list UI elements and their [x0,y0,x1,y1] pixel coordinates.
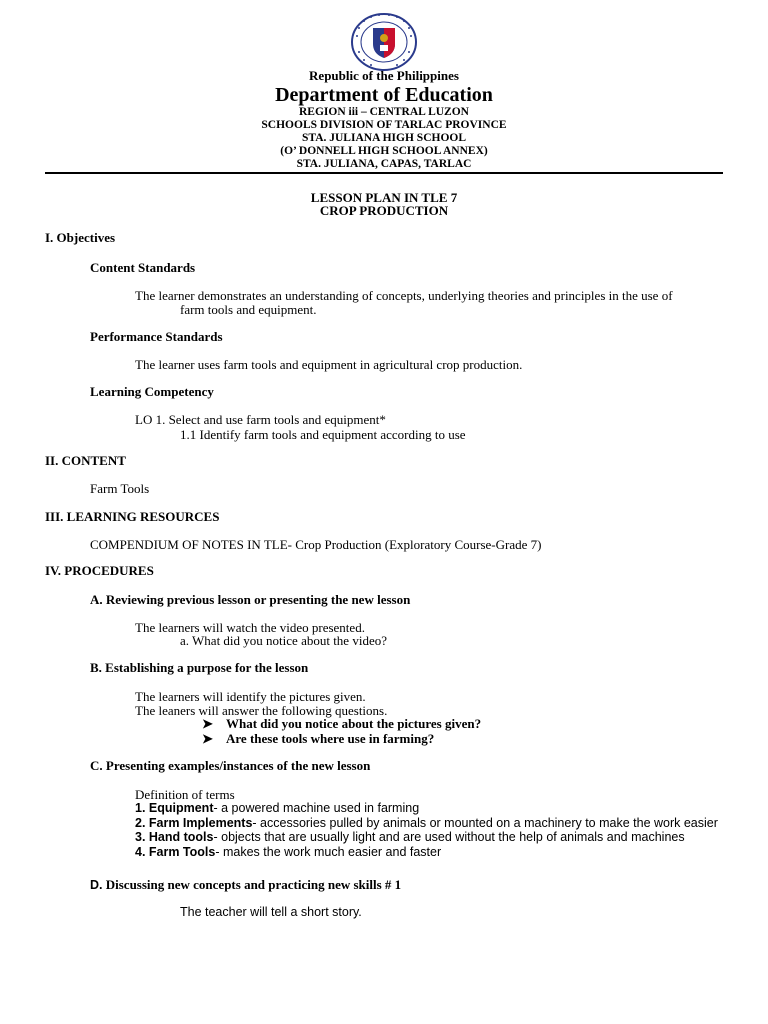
performance-standards-label: Performance Standards [90,329,223,344]
division-line: SCHOOLS DIVISION OF TARLAC PROVINCE [261,119,507,131]
learning-outcome-sub: 1.1 Identify farm tools and equipment according to use [180,427,466,442]
content-standards-text-cont: farm tools and equipment. [180,302,317,317]
deped-seal-logo [349,12,419,72]
content-standards-text: The learner demonstrates an understanding of concepts, underlying theories and principles in the use of [135,288,673,303]
definition-term: 4. Farm Tools [135,845,216,859]
procedure-d-label [90,877,401,893]
definition-item [135,816,718,831]
procedure-b-question-2 [202,731,434,746]
procedure-b-line1: The learners will identify the pictures given. [135,689,366,704]
procedure-a-line1: The learners will watch the video presented. [135,620,365,635]
definition-text: - makes the work much easier and faster [215,845,442,859]
arrow-bullet-icon: ➤ [202,716,213,731]
definition-text: - objects that are usually light and are used without the help of animals and machines [213,830,685,844]
region-line: REGION iii – CENTRAL LUZON [299,106,469,118]
procedures-heading: IV. PROCEDURES [45,563,154,578]
content-standards-label: Content Standards [90,260,196,275]
annex-line: (O’ DONNELL HIGH SCHOOL ANNEX) [280,145,488,157]
definition-term: 1. Equipment [135,801,214,815]
school-line: STA. JULIANA HIGH SCHOOL [301,132,466,144]
header-divider [45,172,723,174]
content-heading: II. CONTENT [45,453,126,468]
resources-heading: III. LEARNING RESOURCES [45,509,220,524]
republic-line: Republic of the Philippines [309,68,459,83]
resources-text: COMPENDIUM OF NOTES IN TLE- Crop Production (Exploratory Course-Grade 7) [90,537,542,552]
department-title: Department of Education [275,84,493,106]
procedure-d-prefix: D. [90,878,103,892]
procedure-d-title: Discussing new concepts and practicing new skills # 1 [105,877,402,892]
lesson-plan-title: LESSON PLAN IN TLE 7 [310,190,458,205]
arrow-bullet-icon: ➤ [202,731,213,746]
address-line: STA. JULIANA, CAPAS, TARLAC [296,158,472,170]
procedure-b-label: B. Establishing a purpose for the lesson [90,660,309,675]
definition-text: - accessories pulled by animals or mounted on a machinery to make the work easier [252,816,718,830]
definitions-intro: Definition of terms [135,787,235,802]
learning-competency-label: Learning Competency [90,384,214,399]
performance-standards-text: The learner uses farm tools and equipment in agricultural crop production. [135,357,523,372]
definition-item [135,845,441,860]
procedure-a-line2: a. What did you notice about the video? [180,633,387,648]
lesson-plan-subtitle: CROP PRODUCTION [319,203,449,218]
procedure-a-label: A. Reviewing previous lesson or presenting the new lesson [90,592,411,607]
procedure-b-question-1 [202,716,481,731]
question-text: What did you notice about the pictures given? [226,716,482,731]
definition-item [135,801,419,816]
definition-text: - a powered machine used in farming [213,801,420,815]
content-text: Farm Tools [90,481,150,496]
procedure-b-line2: The leaners will answer the following questions. [135,703,388,718]
procedure-d-text: The teacher will tell a short story. [180,905,362,919]
procedure-c-label: C. Presenting examples/instances of the new lesson [90,758,371,773]
definition-term: 2. Farm Implements [135,816,253,830]
definition-item [135,830,685,845]
definition-term: 3. Hand tools [135,830,214,844]
learning-outcome: LO 1. Select and use farm tools and equipment* [135,412,386,427]
question-text: Are these tools where use in farming? [226,731,435,746]
objectives-heading: I. Objectives [45,230,116,245]
